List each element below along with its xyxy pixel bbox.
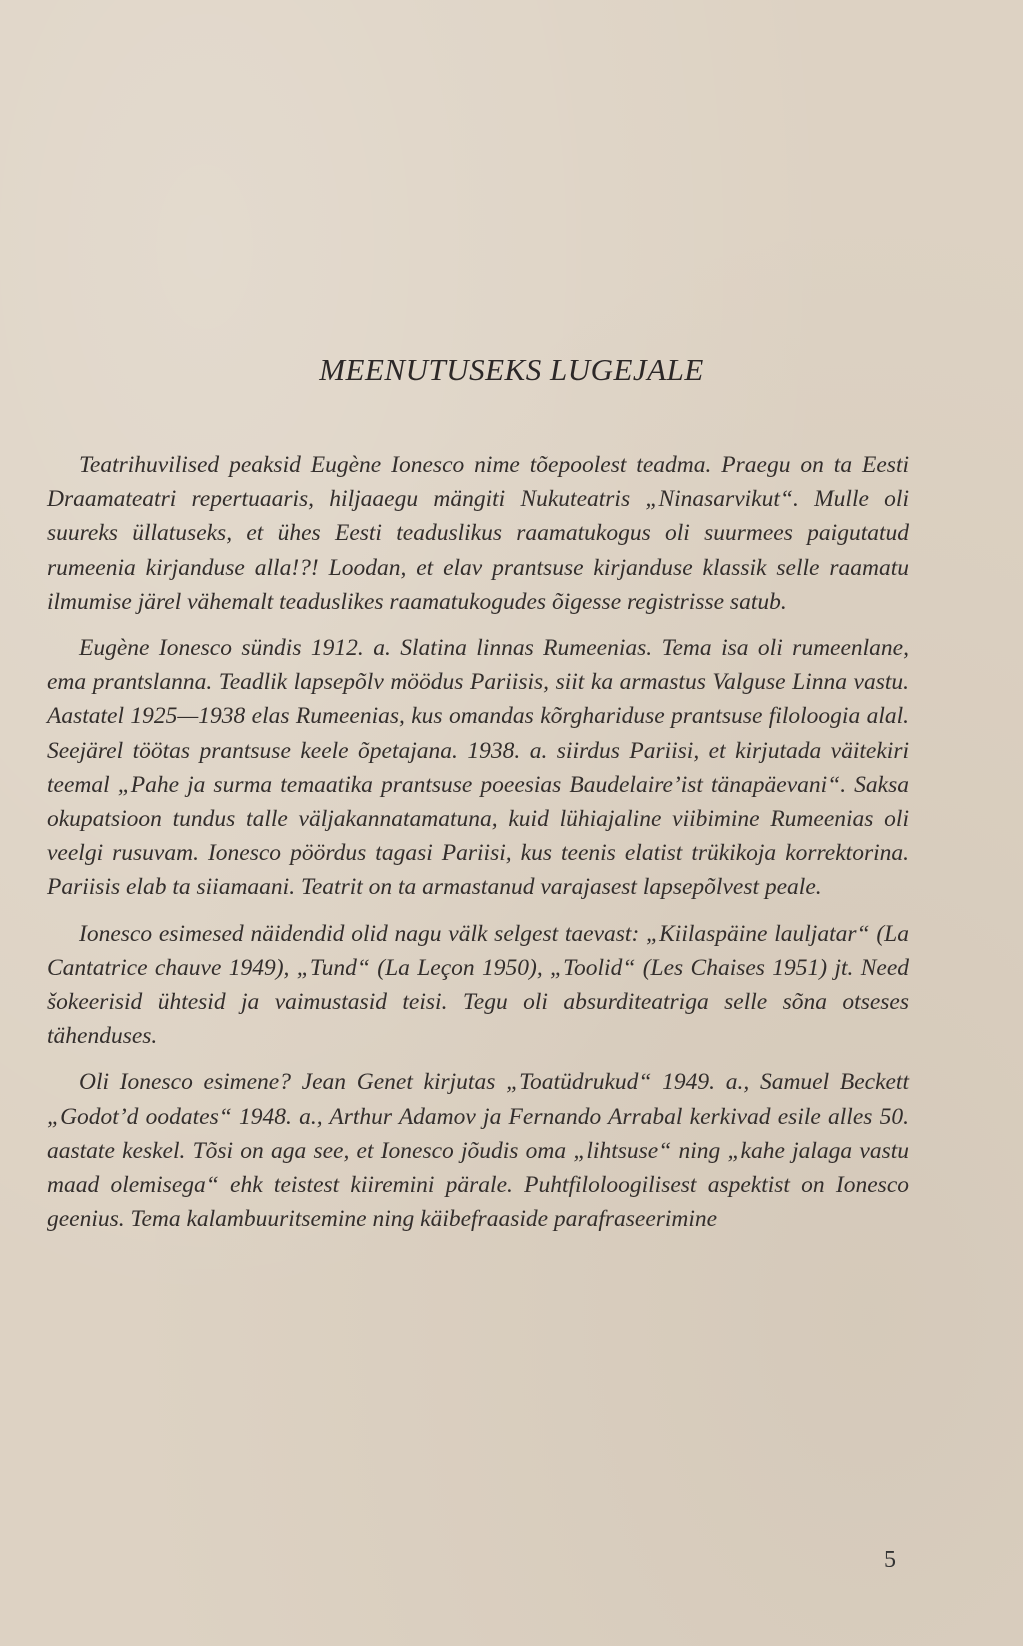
paragraph-3: Ionesco esimesed näidendid olid nagu välk selgest taevast: „Kiilaspäine lauljatar“ (La Cantatrice chauve 1949), „Tund“ (La Leçon 1950), „Toolid“ (Les Chaises 1951) jt. Need šokeerisid ühtesid ja vaimustasid teisi. Tegu oli absurditeatriga selle sõna otseses tähenduses. <box>47 920 909 1050</box>
paragraph-2: Eugène Ionesco sündis 1912. a. Slatina linnas Rumeenias. Tema isa oli rumeenlane, ema prantslanna. Teadlik lapsepõlv möödus Pariisis, siit ka armastus Valguse Linna vastu. Aastatel 1925—1938 elas Rumeenias, kus omandas kõrghariduse prantsuse filoloogia alal. Seejärel töötas prantsuse keele õpetajana. 1938. a. siirdus Pariisi, et kirjutada väitekiri teemal „Pahe ja surma temaatika prantsuse poeesias Baudelaire’ist tänapäevani“. Saksa okupatsioon tundus talle väljakannatamatuna, kuid lühiajaline viibimine Rumeenias oli veelgi rusuvam. Ionesco pöördus tagasi Pariisi, kus teenis elatist trükikoja korrektorina. Pariisis elab ta siiamaani. Teatrit on ta armastanud varajasest lapsepõlvest peale. <box>47 635 909 901</box>
page-number: 5 <box>884 1547 896 1573</box>
body-text <box>47 448 909 1236</box>
page-title: MEENUTUSEKS LUGEJALE <box>319 352 704 387</box>
paragraph-4: Oli Ionesco esimene? Jean Genet kirjutas „Toatüdrukud“ 1949. a., Samuel Beckett „Godot’d oodates“ 1948. a., Arthur Adamov ja Fernando Arrabal kerkivad esile alles 50. aastate keskel. Tõsi on aga see, et Ionesco jõudis oma „lihtsuse“ ning „kahe jalaga vastu maad olemisega“ ehk teistest kiiremini pärale. Puhtfiloloogilisest aspektist on Ionesco geenius. Tema kalambuuritsemine ning käibefraaside parafraseerimine <box>47 1069 909 1233</box>
paragraph-1: Teatrihuvilised peaksid Eugène Ionesco nime tõepoolest teadma. Praegu on ta Eesti Draamateatri repertuaaris, hiljaaegu mängiti Nukuteatris „Ninasarvikut“. Mulle oli suureks üllatuseks, et ühes Eesti teaduslikus raamatukogus oli suurmees paigutatud rumeenia kirjanduse alla!?! Loodan, et elav prantsuse kirjanduse klassik selle raamatu ilmumise järel vähemalt teaduslikes raamatukogudes õigesse registrisse satub. <box>47 452 909 615</box>
